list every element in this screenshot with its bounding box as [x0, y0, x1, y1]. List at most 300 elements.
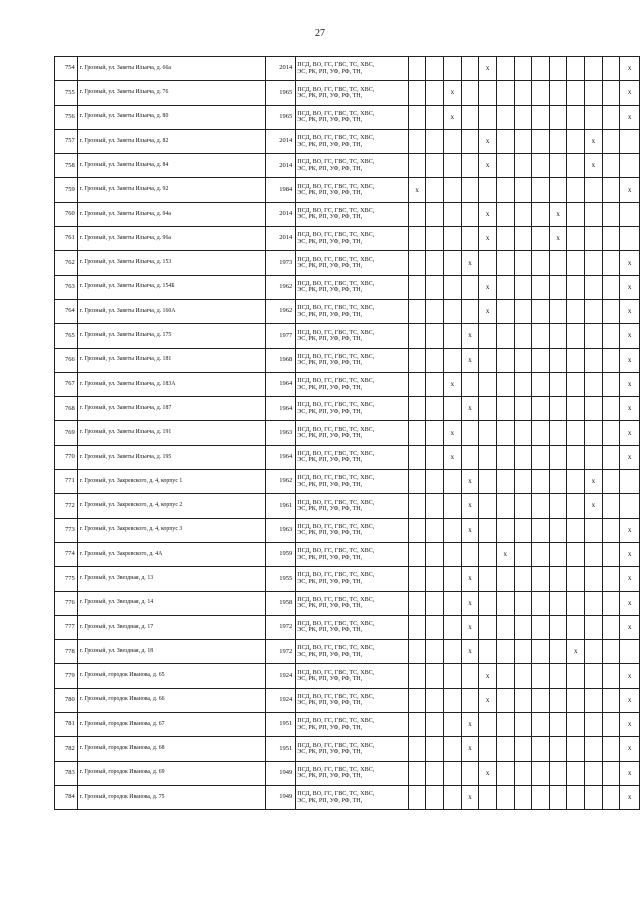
work-mark: x: [468, 622, 472, 631]
year-cell: 1949: [265, 785, 296, 809]
work-mark-cell: [567, 178, 585, 202]
table-row: [55, 688, 640, 712]
work-mark-cell: [443, 202, 461, 226]
works-line: ПСД, ВО, ГС, ГВС, ТС, ХВС,: [297, 766, 375, 773]
work-mark-cell: [567, 737, 585, 761]
work-mark-cell: [408, 713, 426, 737]
work-mark-cell: [585, 640, 603, 664]
work-mark-cell: [620, 105, 640, 129]
work-mark-cell: [408, 518, 426, 542]
work-mark-cell: [408, 154, 426, 178]
work-mark-cell: [426, 105, 444, 129]
work-mark-cell: [514, 178, 532, 202]
work-mark-cell: [496, 227, 514, 251]
work-mark-cell: [567, 129, 585, 153]
work-mark: x: [627, 671, 632, 680]
work-mark-cell: [426, 567, 444, 591]
works-cell: [296, 761, 409, 785]
work-mark-cell: [479, 785, 497, 809]
work-mark-cell: [496, 129, 514, 153]
work-mark-cell: [532, 397, 550, 421]
work-mark-cell: [549, 421, 567, 445]
work-mark-cell: [585, 421, 603, 445]
work-mark-cell: [585, 251, 603, 275]
work-mark-cell: [602, 324, 620, 348]
row-number: 759: [55, 178, 78, 202]
work-mark-cell: [426, 542, 444, 566]
work-mark-cell: [461, 81, 479, 105]
row-number: 775: [55, 567, 78, 591]
work-mark-cell: [567, 348, 585, 372]
work-mark-cell: [479, 445, 497, 469]
work-mark-cell: [426, 494, 444, 518]
work-mark-cell: [567, 372, 585, 396]
work-mark-cell: [567, 713, 585, 737]
year-cell: 1924: [265, 688, 296, 712]
table-row: [55, 348, 640, 372]
work-mark-cell: [567, 470, 585, 494]
work-mark-cell: [620, 542, 640, 566]
work-mark: x: [627, 744, 632, 753]
work-mark-cell: [620, 81, 640, 105]
work-mark-cell: [426, 640, 444, 664]
work-mark: x: [627, 695, 632, 704]
work-mark-cell: [479, 591, 497, 615]
table-row: [55, 372, 640, 396]
work-mark-cell: [620, 57, 640, 81]
work-mark-cell: [585, 372, 603, 396]
work-mark-cell: [479, 567, 497, 591]
row-number: 762: [55, 251, 78, 275]
works-line: ЭС, РК, РП, УФ, РФ, ТН,: [297, 287, 363, 294]
year-cell: 1951: [265, 713, 296, 737]
work-mark: x: [485, 307, 490, 316]
work-mark-cell: [408, 372, 426, 396]
work-mark-cell: [620, 640, 640, 664]
work-mark-cell: [514, 202, 532, 226]
works-line: ПСД, ВО, ГС, ГВС, ТС, ХВС,: [297, 378, 375, 385]
work-mark-cell: [567, 518, 585, 542]
works-line: ПСД, ВО, ГС, ГВС, ТС, ХВС,: [297, 353, 375, 360]
table-row: [55, 713, 640, 737]
address-cell: г. Грозный, городок Иванова, д. 75: [77, 785, 265, 809]
work-mark-cell: [443, 615, 461, 639]
work-mark-cell: [426, 421, 444, 445]
work-mark-cell: [602, 227, 620, 251]
year-cell: 1964: [265, 445, 296, 469]
work-mark-cell: [408, 615, 426, 639]
work-mark-cell: [514, 57, 532, 81]
works-line: ПСД, ВО, ГС, ГВС, ТС, ХВС,: [297, 475, 375, 482]
address-cell: г. Грозный, ул. Звездная, д. 14: [77, 591, 265, 615]
works-line: ЭС, РК, РП, УФ, РФ, ТН,: [297, 117, 363, 124]
work-mark-cell: [567, 640, 585, 664]
work-mark-cell: [585, 567, 603, 591]
work-mark-cell: [585, 494, 603, 518]
work-mark-cell: [549, 275, 567, 299]
address-cell: г. Грозный, ул. Заветы Ильича, д. 191: [77, 421, 265, 445]
work-mark-cell: [567, 251, 585, 275]
work-mark: x: [627, 525, 632, 534]
work-mark-cell: [496, 785, 514, 809]
work-mark: x: [485, 671, 490, 680]
address-cell: г. Грозный, ул. Звездная, д. 17: [77, 615, 265, 639]
work-mark-cell: [479, 275, 497, 299]
work-mark-cell: [532, 640, 550, 664]
work-mark-cell: [620, 615, 640, 639]
work-mark-cell: [461, 713, 479, 737]
table-row: [55, 664, 640, 688]
work-mark-cell: [426, 372, 444, 396]
year-cell: 1972: [265, 640, 296, 664]
table-row: [55, 470, 640, 494]
works-line: ЭС, РК, РП, УФ, РФ, ТН,: [297, 335, 363, 342]
work-mark: x: [485, 161, 490, 170]
work-mark-cell: [602, 348, 620, 372]
work-mark-cell: [585, 324, 603, 348]
address-cell: г. Грозный, ул. Звездная, д. 13: [77, 567, 265, 591]
work-mark-cell: [426, 299, 444, 323]
works-line: ПСД, ВО, ГС, ГВС, ТС, ХВС,: [297, 791, 375, 798]
work-mark-cell: [479, 470, 497, 494]
work-mark-cell: [426, 591, 444, 615]
work-mark-cell: [532, 591, 550, 615]
work-mark: x: [627, 622, 632, 631]
work-mark-cell: [549, 57, 567, 81]
work-mark-cell: [602, 202, 620, 226]
works-cell: [296, 275, 409, 299]
work-mark-cell: [443, 275, 461, 299]
works-cell: [296, 470, 409, 494]
work-mark-cell: [602, 372, 620, 396]
work-mark-cell: [408, 57, 426, 81]
work-mark-cell: [532, 615, 550, 639]
work-mark-cell: [426, 154, 444, 178]
works-line: ПСД, ВО, ГС, ГВС, ТС, ХВС,: [297, 62, 375, 69]
table-row: [55, 129, 640, 153]
work-mark-cell: [532, 57, 550, 81]
work-mark-cell: [443, 713, 461, 737]
work-mark-cell: [408, 494, 426, 518]
row-number: 778: [55, 640, 78, 664]
works-line: ПСД, ВО, ГС, ГВС, ТС, ХВС,: [297, 135, 375, 142]
work-mark-cell: [496, 713, 514, 737]
work-mark-cell: [479, 105, 497, 129]
work-mark-cell: [532, 178, 550, 202]
year-cell: 2014: [265, 154, 296, 178]
work-mark-cell: [514, 421, 532, 445]
work-mark-cell: [602, 518, 620, 542]
work-mark-cell: [514, 785, 532, 809]
work-mark-cell: [514, 397, 532, 421]
address-cell: г. Грозный, ул. Заветы Ильича, д. 175: [77, 324, 265, 348]
work-mark-cell: [479, 542, 497, 566]
year-cell: 1963: [265, 421, 296, 445]
row-number: 757: [55, 129, 78, 153]
row-number: 770: [55, 445, 78, 469]
works-line: ЭС, РК, РП, УФ, РФ, ТН,: [297, 141, 363, 148]
work-mark-cell: [585, 518, 603, 542]
work-mark-cell: [549, 785, 567, 809]
table-row: [55, 397, 640, 421]
work-mark-cell: [496, 299, 514, 323]
table-row: [55, 761, 640, 785]
work-mark-cell: [620, 591, 640, 615]
work-mark-cell: [461, 348, 479, 372]
works-line: ЭС, РК, РП, УФ, РФ, ТН,: [297, 68, 363, 75]
works-line: ПСД, ВО, ГС, ГВС, ТС, ХВС,: [297, 451, 375, 457]
works-line: ПСД, ВО, ГС, ГВС, ТС, ХВС,: [297, 305, 375, 312]
row-number: 782: [55, 737, 78, 761]
work-mark-cell: [585, 154, 603, 178]
work-mark-cell: [443, 445, 461, 469]
address-cell: г. Грозный, ул. Звездная, д. 18: [77, 640, 265, 664]
work-mark-cell: [585, 57, 603, 81]
work-mark-cell: [602, 275, 620, 299]
works-cell: [296, 542, 409, 566]
work-mark-cell: [620, 397, 640, 421]
work-mark-cell: [567, 615, 585, 639]
work-mark-cell: [496, 445, 514, 469]
work-mark-cell: [532, 227, 550, 251]
work-mark-cell: [443, 81, 461, 105]
work-mark-cell: [602, 761, 620, 785]
work-mark-cell: [602, 57, 620, 81]
work-mark-cell: [496, 664, 514, 688]
work-mark-cell: [443, 542, 461, 566]
row-number: 772: [55, 494, 78, 518]
work-mark-cell: [532, 761, 550, 785]
year-cell: 1964: [265, 372, 296, 396]
work-mark: x: [627, 574, 632, 583]
work-mark-cell: [532, 251, 550, 275]
address-cell: г. Грозный, ул. Заветы Ильича, д. 82: [77, 129, 265, 153]
work-mark-cell: [567, 785, 585, 809]
table-row: [55, 251, 640, 275]
works-cell: [296, 397, 409, 421]
work-mark-cell: [549, 445, 567, 469]
work-mark: x: [468, 574, 472, 583]
work-mark-cell: [549, 372, 567, 396]
work-mark-cell: [549, 178, 567, 202]
work-mark-cell: [443, 640, 461, 664]
work-mark-cell: [602, 494, 620, 518]
work-mark-cell: [461, 542, 479, 566]
work-mark-cell: [461, 591, 479, 615]
table-row: [55, 324, 640, 348]
work-mark: x: [468, 477, 472, 486]
work-mark-cell: [408, 688, 426, 712]
work-mark-cell: [532, 542, 550, 566]
works-line: ПСД, ВО, ГС, ГВС, ТС, ХВС,: [297, 232, 375, 239]
address-cell: г. Грозный, ул. Заветы Ильича, д. 84: [77, 154, 265, 178]
work-mark-cell: [532, 129, 550, 153]
work-mark-cell: [496, 761, 514, 785]
work-mark-cell: [479, 737, 497, 761]
work-mark: x: [627, 550, 632, 559]
work-mark-cell: [408, 324, 426, 348]
work-mark-cell: [549, 154, 567, 178]
work-mark-cell: [514, 567, 532, 591]
address-cell: г. Грозный, ул. Заветы Ильича, д. 92: [77, 178, 265, 202]
work-mark-cell: [426, 713, 444, 737]
work-mark-cell: [443, 470, 461, 494]
row-number: 765: [55, 324, 78, 348]
works-line: ПСД, ВО, ГС, ГВС, ТС, ХВС,: [297, 280, 375, 287]
work-mark-cell: [496, 518, 514, 542]
work-mark-cell: [602, 470, 620, 494]
work-mark-cell: [443, 421, 461, 445]
year-cell: 1973: [265, 251, 296, 275]
work-mark-cell: [514, 81, 532, 105]
work-mark-cell: [549, 688, 567, 712]
work-mark-cell: [461, 470, 479, 494]
work-mark-cell: [620, 129, 640, 153]
work-mark-cell: [549, 567, 567, 591]
work-mark-cell: [461, 518, 479, 542]
work-mark: x: [468, 404, 472, 413]
work-mark-cell: [514, 713, 532, 737]
work-mark: x: [591, 161, 596, 170]
works-cell: [296, 299, 409, 323]
table-row: [55, 202, 640, 226]
work-mark-cell: [426, 445, 444, 469]
work-mark-cell: [567, 202, 585, 226]
works-line: ЭС, РК, РП, УФ, РФ, ТН,: [297, 481, 363, 488]
row-number: 774: [55, 542, 78, 566]
year-cell: 1972: [265, 615, 296, 639]
work-mark-cell: [426, 178, 444, 202]
works-line: ПСД, ВО, ГС, ГВС, ТС, ХВС,: [297, 523, 375, 530]
work-mark-cell: [585, 785, 603, 809]
work-mark-cell: [549, 397, 567, 421]
work-mark-cell: [479, 688, 497, 712]
row-number: 784: [55, 785, 78, 809]
work-mark-cell: [479, 761, 497, 785]
work-mark-cell: [514, 664, 532, 688]
works-line: ЭС, РК, РП, УФ, РФ, ТН,: [297, 384, 363, 391]
works-cell: [296, 202, 409, 226]
work-mark-cell: [426, 227, 444, 251]
work-mark-cell: [620, 664, 640, 688]
work-mark-cell: [602, 81, 620, 105]
works-line: ЭС, РК, РП, УФ, РФ, ТН,: [297, 238, 363, 245]
work-mark-cell: [532, 202, 550, 226]
works-line: ПСД, ВО, ГС, ГВС, ТС, ХВС,: [297, 645, 375, 652]
work-mark-cell: [514, 251, 532, 275]
work-mark-cell: [479, 518, 497, 542]
address-cell: г. Грозный, ул. Заветы Ильича, д. 181: [77, 348, 265, 372]
works-cell: [296, 251, 409, 275]
work-mark-cell: [479, 713, 497, 737]
work-mark: x: [556, 209, 560, 218]
work-mark: x: [627, 307, 632, 316]
works-cell: [296, 129, 409, 153]
address-cell: г. Грозный, городок Иванова, д. 65: [77, 664, 265, 688]
work-mark-cell: [461, 421, 479, 445]
work-mark-cell: [567, 445, 585, 469]
work-mark-cell: [514, 105, 532, 129]
row-number: 756: [55, 105, 78, 129]
work-mark-cell: [461, 57, 479, 81]
work-mark: x: [415, 185, 419, 194]
work-mark-cell: [443, 129, 461, 153]
works-cell: [296, 518, 409, 542]
address-cell: г. Грозный, ул. Заветы Ильича, д. 94а: [77, 202, 265, 226]
work-mark-cell: [426, 251, 444, 275]
work-mark-cell: [514, 737, 532, 761]
work-mark-cell: [496, 542, 514, 566]
year-cell: 1963: [265, 518, 296, 542]
work-mark-cell: [532, 348, 550, 372]
works-line: ЭС, РК, РП, УФ, РФ, ТН,: [297, 676, 363, 683]
work-mark-cell: [620, 202, 640, 226]
work-mark-cell: [549, 81, 567, 105]
work-mark-cell: [461, 397, 479, 421]
address-cell: г. Грозный, ул. Заветы Ильича, д. 195: [77, 445, 265, 469]
work-mark-cell: [479, 421, 497, 445]
work-mark-cell: [620, 713, 640, 737]
work-mark: x: [503, 550, 508, 559]
work-mark-cell: [585, 348, 603, 372]
work-mark-cell: [496, 615, 514, 639]
year-cell: 1965: [265, 105, 296, 129]
housing-registry-table: [54, 56, 640, 810]
work-mark-cell: [496, 737, 514, 761]
work-mark-cell: [479, 299, 497, 323]
work-mark-cell: [514, 275, 532, 299]
works-line: ЭС, РК, РП, УФ, РФ, ТН,: [297, 214, 363, 221]
work-mark-cell: [567, 57, 585, 81]
work-mark: x: [627, 793, 632, 802]
work-mark-cell: [549, 470, 567, 494]
work-mark-cell: [496, 324, 514, 348]
work-mark: x: [468, 501, 472, 510]
work-mark-cell: [461, 688, 479, 712]
works-cell: [296, 640, 409, 664]
row-number: 780: [55, 688, 78, 712]
work-mark-cell: [602, 299, 620, 323]
work-mark-cell: [426, 202, 444, 226]
work-mark-cell: [426, 129, 444, 153]
year-cell: 2014: [265, 57, 296, 81]
work-mark-cell: [532, 737, 550, 761]
address-cell: г. Грозный, ул. Закревского, д. 4, корпус 3: [77, 518, 265, 542]
year-cell: 2014: [265, 129, 296, 153]
work-mark-cell: [602, 615, 620, 639]
table-row: [55, 542, 640, 566]
work-mark-cell: [443, 397, 461, 421]
work-mark-cell: [549, 713, 567, 737]
work-mark: x: [468, 525, 472, 534]
work-mark-cell: [496, 154, 514, 178]
work-mark-cell: [549, 251, 567, 275]
work-mark-cell: [461, 640, 479, 664]
work-mark-cell: [585, 397, 603, 421]
works-line: ЭС, РК, РП, УФ, РФ, ТН,: [297, 651, 363, 658]
works-cell: [296, 324, 409, 348]
work-mark-cell: [585, 761, 603, 785]
table-row: [55, 518, 640, 542]
work-mark-cell: [408, 567, 426, 591]
work-mark-cell: [443, 761, 461, 785]
work-mark: x: [485, 137, 490, 146]
work-mark-cell: [567, 542, 585, 566]
works-line: ПСД, ВО, ГС, ГВС, ТС, ХВС,: [297, 718, 375, 725]
year-cell: 1955: [265, 567, 296, 591]
year-cell: 1977: [265, 324, 296, 348]
work-mark-cell: [408, 129, 426, 153]
